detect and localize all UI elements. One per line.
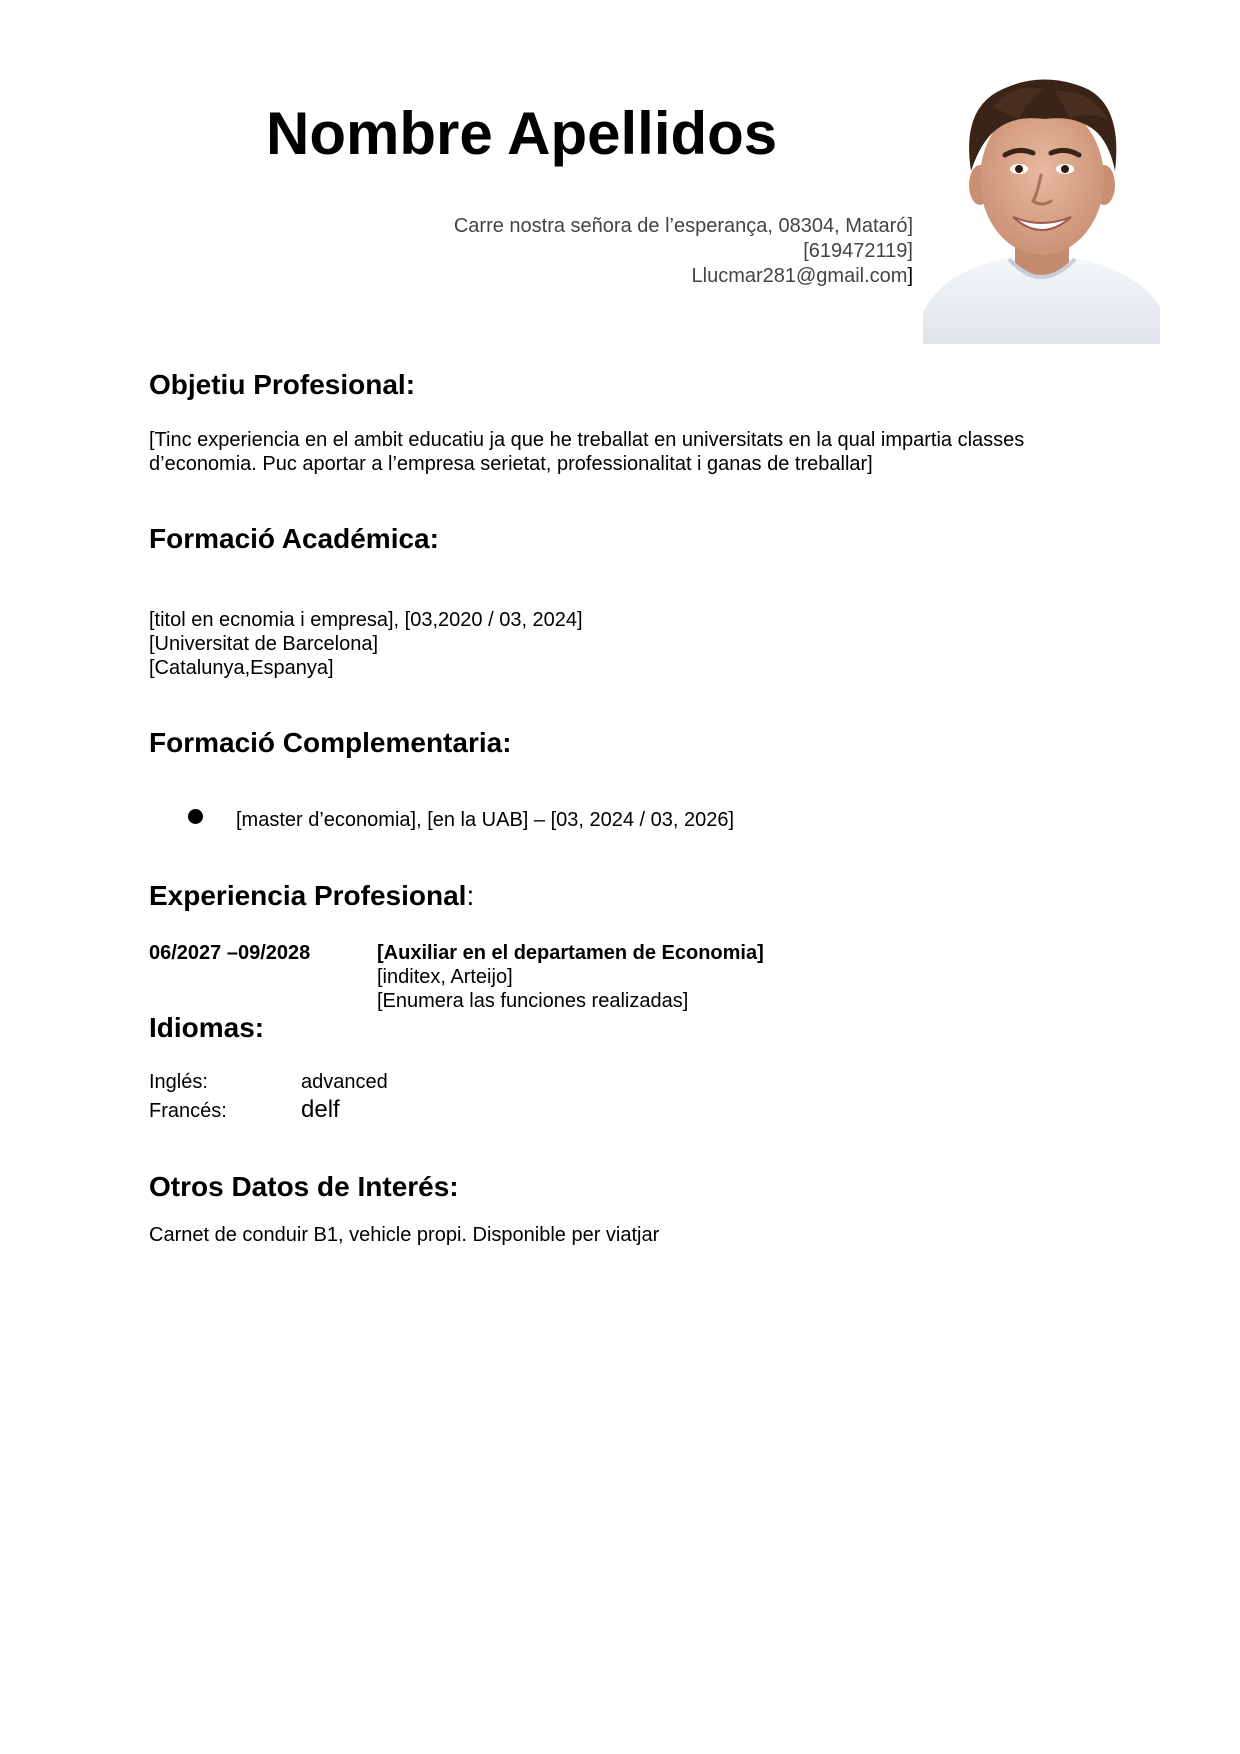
other-text: Carnet de conduir B1, vehicle propi. Disponible per viatjar [149, 1224, 660, 1246]
contact-block [454, 214, 913, 289]
objective-text: [Tinc experiencia en el ambit educatiu ja que he treballat en universitats en la qual impartia classes d’economia. Puc aportar a l’empresa serietat, professionalitat i ganas de treballar] [149, 429, 1025, 475]
contact-phone: [619472119] [803, 240, 913, 262]
experience-functions: [Enumera las funciones realizadas] [377, 990, 689, 1012]
language-level: advanced [301, 1071, 388, 1093]
education-heading: Formació Académica: [149, 523, 439, 554]
language-name: Francés: [149, 1100, 227, 1122]
education-block [149, 608, 583, 680]
experience-role: [Auxiliar en el departamen de Economia] [377, 942, 764, 964]
contact-email: Llucmar281@gmail.com [691, 265, 908, 287]
experience-heading-colon: : [466, 880, 475, 911]
language-level: delf [301, 1096, 340, 1123]
complementary-item-text: [master d’economia], [en la UAB] – [03, 2024 / 03, 2026] [236, 809, 735, 831]
languages-heading: Idiomas: [149, 1012, 265, 1043]
profile-photo [923, 67, 1160, 344]
contact-address: Carre nostra señora de l’esperança, 08304, Mataró] [453, 215, 913, 237]
complementary-list-item [188, 806, 734, 834]
objective-heading: Objetiu Profesional: [149, 369, 416, 400]
language-name: Inglés: [149, 1071, 208, 1093]
education-location: [Catalunya,Espanya] [149, 657, 334, 679]
other-heading: Otros Datos de Interés: [149, 1171, 459, 1202]
education-degree: [titol en ecnomia i empresa], [03,2020 / 03, 2024] [149, 609, 583, 631]
experience-dates: 06/2027 –09/2028 [149, 942, 311, 964]
profile-photo-icon [923, 67, 1160, 344]
experience-heading-text: Experiencia Profesional [149, 880, 467, 911]
contact-email-line [454, 264, 913, 289]
experience-company: [inditex, Arteijo] [377, 966, 513, 988]
cv-name-title: Nombre Apellidos [266, 100, 778, 167]
complementary-heading: Formació Complementaria: [149, 727, 512, 758]
bullet-icon [188, 809, 203, 824]
language-row-french [149, 1097, 340, 1124]
experience-details [377, 941, 764, 1013]
contact-email-bracket: ] [907, 265, 913, 287]
language-row-english [149, 1069, 388, 1095]
education-institution: [Universitat de Barcelona] [149, 633, 379, 655]
experience-heading [149, 879, 474, 913]
